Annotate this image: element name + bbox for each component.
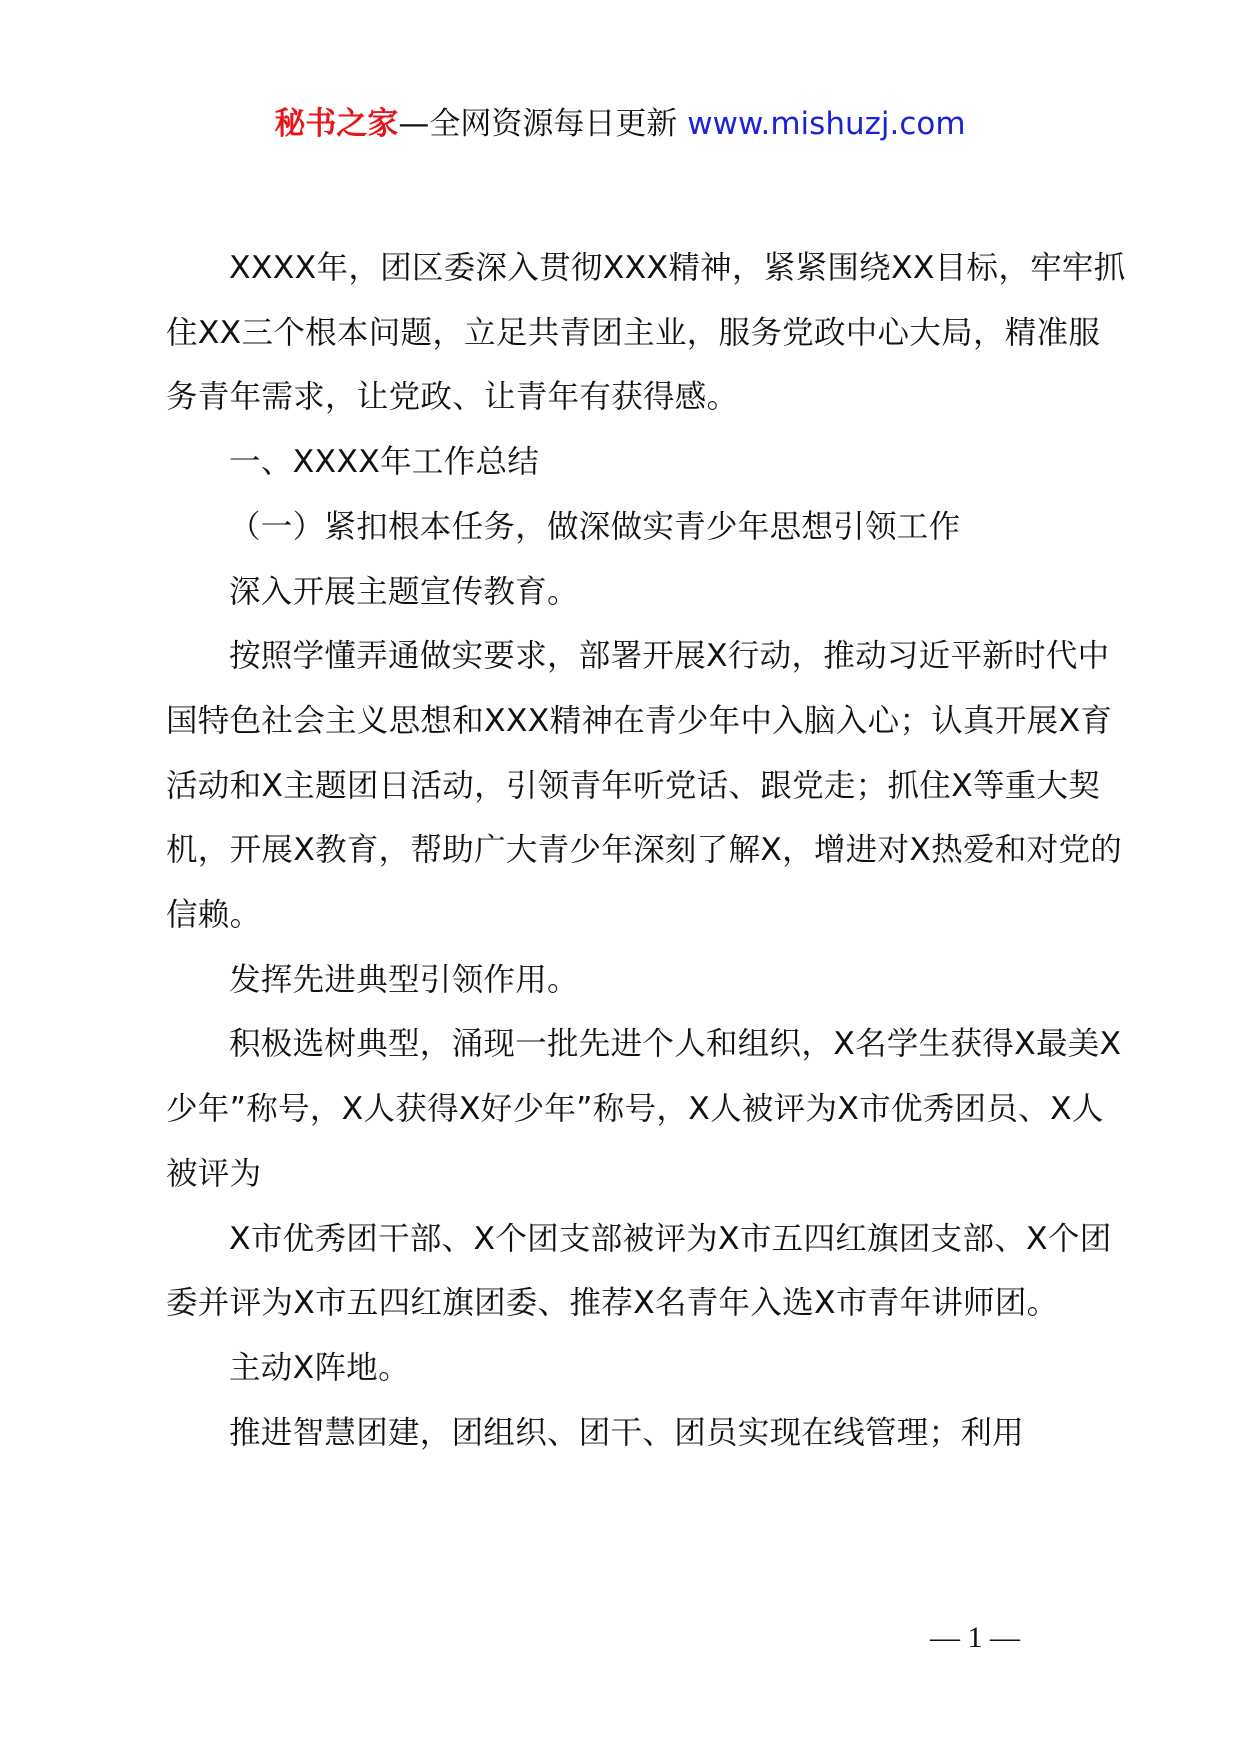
body-paragraph-models: 积极选树典型，涌现一批先进个人和组织，X名学生获得X最美X少年”称号，X人获得X好少年”称号，X人被评为X市优秀团员、X人被评为 (166, 1026, 1122, 1192)
body-paragraph-propaganda: 按照学懂弄通做实要求，部署开展X行动，推动习近平新时代中国特色社会主义思想和XXX精神在青少年中入脑入心；认真开展X育活动和X主题团日活动，引领青年听党话、跟党走；抓住X等重大契机，开展X教育，帮助广大青少年深刻了解X，增进对X热爱和对党的信赖。 (166, 638, 1123, 934)
topic-heading-position: 主动X阵地。 (229, 1349, 410, 1386)
body-paragraph-position: 推进智慧团建，团组织、团干、团员实现在线管理；利用 (229, 1414, 1025, 1451)
topic-heading-propaganda: 深入开展主题宣传教育。 (229, 573, 579, 610)
section-heading: 一、XXXX年工作总结 (229, 444, 540, 481)
topic-heading-models: 发挥先进典型引领作用。 (229, 961, 579, 998)
document-body (166, 236, 1126, 1465)
subsection-heading: （一）紧扣根本任务，做深做实青少年思想引领工作 (229, 508, 961, 545)
site-url-link[interactable]: www.mishuzj.com (687, 106, 966, 142)
site-header (0, 100, 1240, 148)
body-paragraph-models-continued: X市优秀团干部、X个团支部被评为X市五四红旗团支部、X个团委并评为X市五四红旗团委、推荐X名青年入选X市青年讲师团。 (166, 1220, 1112, 1322)
brand-name: 秘书之家 (274, 106, 399, 142)
intro-paragraph: XXXX年，团区委深入贯彻XXX精神，紧紧围绕XX目标，牢牢抓住XX三个根本问题，立足共青团主业，服务党政中心大局，精准服务青年需求，让党政、让青年有获得感。 (166, 250, 1126, 416)
header-tagline: —全网资源每日更新 (398, 106, 688, 142)
page-number: — 1 — (930, 1621, 1020, 1654)
